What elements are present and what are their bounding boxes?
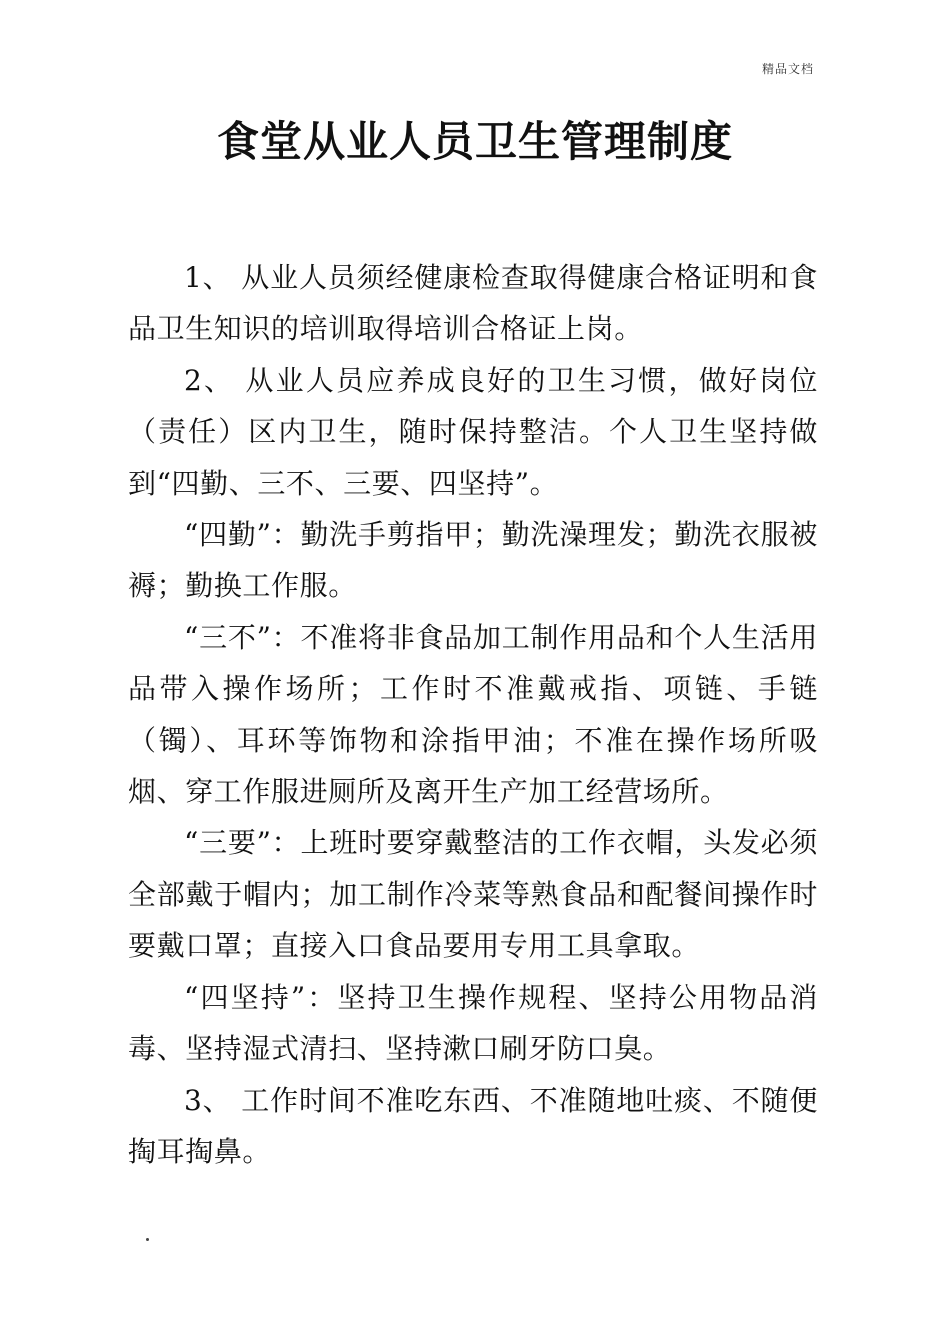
paragraph-three-donts: “三不”：不准将非食品加工制作用品和个人生活用品带入操作场所；工作时不准戴戒指、项链、手链（镯）、耳环等饰物和涂指甲油；不准在操作场所吸烟、穿工作服进厕所及离开生产加工经营场所。 <box>128 620 818 809</box>
paragraph-item-2: 2、 从业人员应养成良好的卫生习惯，做好岗位（责任）区内卫生，随时保持整洁。个人卫生坚持做到“四勤、三不、三要、四坚持”。 <box>128 363 818 500</box>
document-body <box>128 252 818 1177</box>
footer-dot <box>146 1238 149 1241</box>
paragraph-three-musts: “三要”：上班时要穿戴整洁的工作衣帽，头发必须全部戴于帽内；加工制作冷菜等熟食品和配餐间操作时要戴口罩；直接入口食品要用专用工具拿取。 <box>128 826 818 963</box>
paragraph-item-3: 3、 工作时间不准吃东西、不准随地吐痰、不随便掏耳掏鼻。 <box>128 1083 818 1168</box>
paragraph-four-persistences: “四坚持”：坚持卫生操作规程、坚持公用物品消毒、坚持湿式清扫、坚持漱口刷牙防口臭。 <box>128 980 818 1066</box>
header-note: 精品文档 <box>761 62 814 76</box>
paragraph-item-1: 1、 从业人员须经健康检查取得健康合格证明和食品卫生知识的培训取得培训合格证上岗。 <box>128 261 818 346</box>
paragraph-four-diligences: “四勤”：勤洗手剪指甲；勤洗澡理发；勤洗衣服被褥；勤换工作服。 <box>128 518 818 603</box>
document-title: 食堂从业人员卫生管理制度 <box>216 117 733 166</box>
